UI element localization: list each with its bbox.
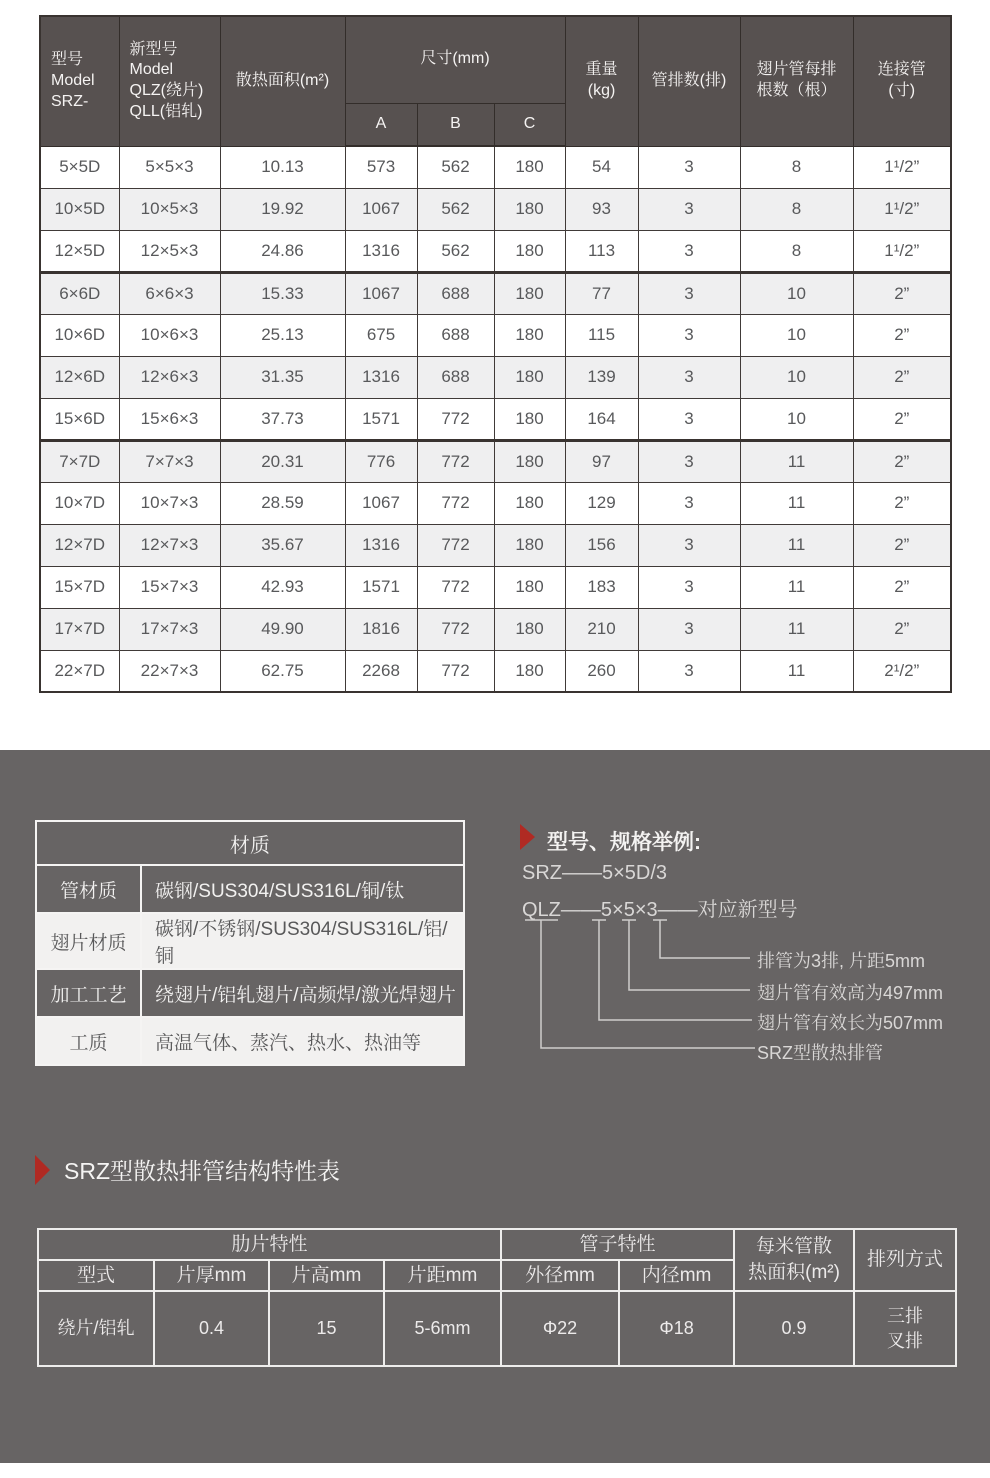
spec-table-cell: 15.33 bbox=[220, 272, 345, 314]
spec-table-row bbox=[40, 272, 951, 314]
spec-table-cell: 2¹/2” bbox=[853, 650, 951, 692]
example-section-title: 型号、规格举例: bbox=[547, 831, 701, 854]
spec-table-cell: 7×7×3 bbox=[119, 440, 220, 482]
spec-table-cell: 22×7×3 bbox=[119, 650, 220, 692]
spec-table-cell: 688 bbox=[417, 272, 494, 314]
spec-table-cell: 7×7D bbox=[40, 440, 119, 482]
spec-table-cell: 15×6×3 bbox=[119, 398, 220, 440]
spec-table-cell: 183 bbox=[565, 566, 638, 608]
spec-table-cell: 3 bbox=[638, 650, 740, 692]
spec-table-cell: 11 bbox=[740, 440, 853, 482]
spec-table-cell: 3 bbox=[638, 146, 740, 188]
col-header-connection bbox=[853, 16, 951, 146]
spec-table-cell: 1067 bbox=[345, 482, 417, 524]
spec-table-cell: 15×7D bbox=[40, 566, 119, 608]
spec-table-cell: 17×7×3 bbox=[119, 608, 220, 650]
spec-table-cell: 11 bbox=[740, 608, 853, 650]
sub-header-type: 型式 bbox=[38, 1260, 154, 1291]
feature-table bbox=[37, 1228, 957, 1367]
col-header-weight-line: 重量 bbox=[585, 61, 618, 79]
spec-table-cell: 164 bbox=[565, 398, 638, 440]
sub-header-fin-thickness: 片厚mm bbox=[154, 1260, 269, 1291]
spec-table-cell: 10 bbox=[740, 272, 853, 314]
spec-table-cell: 19.92 bbox=[220, 188, 345, 230]
spec-table-cell: 2” bbox=[853, 524, 951, 566]
spec-table-cell: 772 bbox=[417, 524, 494, 566]
spec-table-cell: 31.35 bbox=[220, 356, 345, 398]
spec-table-cell: 139 bbox=[565, 356, 638, 398]
spec-table-cell: 93 bbox=[565, 188, 638, 230]
spec-table-cell: 10×5×3 bbox=[119, 188, 220, 230]
spec-table-cell: 12×5D bbox=[40, 230, 119, 272]
spec-table-cell: 772 bbox=[417, 608, 494, 650]
col-header-new-model-line: Model bbox=[129, 61, 174, 79]
spec-table-row bbox=[40, 482, 951, 524]
col-header-fin-line: 根数（根） bbox=[756, 82, 837, 100]
col-header-new-model-line: 新型号 bbox=[129, 40, 178, 58]
spec-table-cell: 180 bbox=[494, 188, 565, 230]
spec-table-cell: 180 bbox=[494, 650, 565, 692]
spec-table-row bbox=[40, 440, 951, 482]
feature-table-title-row bbox=[35, 1153, 340, 1186]
spec-table-cell: 12×7D bbox=[40, 524, 119, 566]
group-header-area-line: 每米管散 bbox=[756, 1236, 833, 1258]
group-header-fin-features: 肋片特性 bbox=[38, 1229, 501, 1260]
col-header-new-model bbox=[119, 16, 220, 146]
spec-table-cell: 129 bbox=[565, 482, 638, 524]
col-header-connection-line: 连接管 bbox=[877, 61, 926, 79]
spec-table-cell: 2” bbox=[853, 608, 951, 650]
spec-table-cell: 675 bbox=[345, 314, 417, 356]
feature-table-title: SRZ型散热排管结构特性表 bbox=[64, 1158, 340, 1184]
material-row-label: 翅片材质 bbox=[36, 913, 141, 969]
material-table-row bbox=[36, 913, 464, 969]
spec-table-cell: 3 bbox=[638, 188, 740, 230]
cell-fin-pitch: 5-6mm bbox=[384, 1291, 501, 1366]
spec-table-cell: 12×7×3 bbox=[119, 524, 220, 566]
spec-table-cell: 62.75 bbox=[220, 650, 345, 692]
spec-table-cell: 10 bbox=[740, 314, 853, 356]
spec-table-cell: 3 bbox=[638, 230, 740, 272]
spec-table-cell: 1316 bbox=[345, 230, 417, 272]
spec-table-cell: 1571 bbox=[345, 566, 417, 608]
col-header-tube-rows: 管排数(排) bbox=[638, 16, 740, 146]
spec-table-cell: 2” bbox=[853, 272, 951, 314]
spec-table-row bbox=[40, 314, 951, 356]
group-header-area-line: 热面积(m²) bbox=[748, 1262, 840, 1283]
spec-table-body bbox=[40, 146, 951, 692]
spec-table-cell: 5×5×3 bbox=[119, 146, 220, 188]
spec-table-cell: 562 bbox=[417, 230, 494, 272]
spec-table-cell: 11 bbox=[740, 482, 853, 524]
spec-table-cell: 180 bbox=[494, 272, 565, 314]
spec-table-cell: 1067 bbox=[345, 188, 417, 230]
spec-table-cell: 10×7D bbox=[40, 482, 119, 524]
spec-table-cell: 1067 bbox=[345, 272, 417, 314]
spec-table-cell: 12×5×3 bbox=[119, 230, 220, 272]
spec-table-cell: 2268 bbox=[345, 650, 417, 692]
material-row-label: 加工工艺 bbox=[36, 969, 141, 1017]
spec-table-cell: 2” bbox=[853, 398, 951, 440]
col-header-size-c: C bbox=[494, 103, 565, 146]
spec-table-cell: 180 bbox=[494, 398, 565, 440]
spec-table-row bbox=[40, 608, 951, 650]
material-row-value: 碳钢/SUS304/SUS316L/铜/钛 bbox=[141, 865, 464, 913]
col-header-size-a: A bbox=[345, 103, 417, 146]
spec-table-row bbox=[40, 230, 951, 272]
material-row-label: 管材质 bbox=[36, 865, 141, 913]
cell-outer-dia: Φ22 bbox=[501, 1291, 619, 1366]
spec-table-cell: 562 bbox=[417, 146, 494, 188]
col-header-model-line: 型号 bbox=[51, 51, 84, 69]
spec-table-cell: 28.59 bbox=[220, 482, 345, 524]
callout-connector-lines bbox=[515, 815, 985, 1075]
spec-table-cell: 2” bbox=[853, 356, 951, 398]
material-row-value: 绕翅片/铝轧翅片/高频焊/激光焊翅片 bbox=[141, 969, 464, 1017]
spec-table-cell: 1316 bbox=[345, 524, 417, 566]
col-header-fin-line: 翅片管每排 bbox=[756, 61, 837, 79]
col-header-new-model-line: QLL(铝轧) bbox=[129, 103, 203, 121]
material-table-row bbox=[36, 865, 464, 913]
model-spec-example-section bbox=[515, 815, 985, 1075]
cell-fin-height: 15 bbox=[269, 1291, 384, 1366]
callout-tube-rows: 排管为3排, 片距5mm bbox=[757, 951, 926, 971]
spec-table-cell: 22×7D bbox=[40, 650, 119, 692]
spec-table-row bbox=[40, 398, 951, 440]
spec-table-cell: 11 bbox=[740, 524, 853, 566]
spec-table bbox=[39, 15, 952, 693]
spec-table-cell: 3 bbox=[638, 524, 740, 566]
group-header-arrangement: 排列方式 bbox=[854, 1229, 956, 1291]
spec-table-cell: 2” bbox=[853, 482, 951, 524]
spec-table-cell: 6×6D bbox=[40, 272, 119, 314]
spec-table-cell: 772 bbox=[417, 650, 494, 692]
spec-table-cell: 573 bbox=[345, 146, 417, 188]
spec-table-cell: 180 bbox=[494, 608, 565, 650]
material-table-row bbox=[36, 1017, 464, 1065]
spec-table-cell: 772 bbox=[417, 566, 494, 608]
material-row-value: 高温气体、蒸汽、热水、热油等 bbox=[141, 1017, 464, 1065]
spec-table-cell: 156 bbox=[565, 524, 638, 566]
group-header-tube-features: 管子特性 bbox=[501, 1229, 734, 1260]
spec-table-cell: 3 bbox=[638, 566, 740, 608]
spec-table-cell: 688 bbox=[417, 356, 494, 398]
col-header-weight-line: (kg) bbox=[587, 82, 616, 100]
col-header-size-b: B bbox=[417, 103, 494, 146]
spec-table-cell: 3 bbox=[638, 440, 740, 482]
spec-table-cell: 772 bbox=[417, 398, 494, 440]
spec-table-cell: 3 bbox=[638, 608, 740, 650]
spec-table-cell: 10 bbox=[740, 398, 853, 440]
callout-srz-type: SRZ型散热排管 bbox=[757, 1043, 883, 1063]
red-triangle-icon bbox=[35, 1155, 50, 1185]
cell-arrangement-line: 叉排 bbox=[887, 1330, 924, 1351]
spec-table-cell: 10×5D bbox=[40, 188, 119, 230]
spec-table-row bbox=[40, 188, 951, 230]
sub-header-fin-pitch: 片距mm bbox=[384, 1260, 501, 1291]
material-table-title: 材质 bbox=[36, 821, 464, 865]
spec-table-cell: 10 bbox=[740, 356, 853, 398]
cell-arrangement-line: 三排 bbox=[887, 1306, 924, 1327]
cell-inner-dia: Φ18 bbox=[619, 1291, 734, 1366]
spec-table-cell: 35.67 bbox=[220, 524, 345, 566]
spec-table-cell: 2” bbox=[853, 566, 951, 608]
spec-table-cell: 17×7D bbox=[40, 608, 119, 650]
spec-table-cell: 210 bbox=[565, 608, 638, 650]
col-header-size: 尺寸(mm) bbox=[345, 16, 565, 103]
spec-table-cell: 3 bbox=[638, 314, 740, 356]
spec-table-cell: 8 bbox=[740, 146, 853, 188]
spec-table-cell: 180 bbox=[494, 524, 565, 566]
cell-fin-thickness: 0.4 bbox=[154, 1291, 269, 1366]
spec-table-cell: 10×7×3 bbox=[119, 482, 220, 524]
spec-table-cell: 15×6D bbox=[40, 398, 119, 440]
spec-table-cell: 10×6D bbox=[40, 314, 119, 356]
col-header-connection-line: (寸) bbox=[888, 82, 916, 100]
spec-table-cell: 5×5D bbox=[40, 146, 119, 188]
spec-table-cell: 180 bbox=[494, 566, 565, 608]
spec-table-header bbox=[40, 16, 951, 146]
spec-table-cell: 10.13 bbox=[220, 146, 345, 188]
spec-table-cell: 25.13 bbox=[220, 314, 345, 356]
spec-table-cell: 24.86 bbox=[220, 230, 345, 272]
spec-table-cell: 54 bbox=[565, 146, 638, 188]
spec-table-cell: 180 bbox=[494, 482, 565, 524]
cell-arrangement bbox=[854, 1291, 956, 1366]
spec-table-cell: 37.73 bbox=[220, 398, 345, 440]
callout-fin-height: 翅片管有效高为497mm bbox=[757, 983, 944, 1003]
material-table bbox=[35, 820, 465, 1066]
spec-table-cell: 10×6×3 bbox=[119, 314, 220, 356]
spec-table-cell: 1¹/2” bbox=[853, 188, 951, 230]
col-header-model-line: Model bbox=[51, 71, 95, 89]
spec-table-cell: 180 bbox=[494, 146, 565, 188]
spec-table-cell: 180 bbox=[494, 314, 565, 356]
sub-header-fin-height: 片高mm bbox=[269, 1260, 384, 1291]
spec-table-cell: 42.93 bbox=[220, 566, 345, 608]
col-header-fin-tubes bbox=[740, 16, 853, 146]
spec-table-cell: 6×6×3 bbox=[119, 272, 220, 314]
spec-table-cell: 20.31 bbox=[220, 440, 345, 482]
sub-header-outer-dia: 外径mm bbox=[501, 1260, 619, 1291]
col-header-weight bbox=[565, 16, 638, 146]
material-table-row bbox=[36, 969, 464, 1017]
spec-table-cell: 97 bbox=[565, 440, 638, 482]
spec-table-cell: 772 bbox=[417, 440, 494, 482]
spec-table-cell: 180 bbox=[494, 230, 565, 272]
cell-area-per-meter: 0.9 bbox=[734, 1291, 854, 1366]
col-header-new-model-line: QLZ(绕片) bbox=[129, 82, 204, 100]
col-header-model bbox=[40, 16, 119, 146]
spec-table-cell: 1571 bbox=[345, 398, 417, 440]
spec-table-row bbox=[40, 566, 951, 608]
spec-table-cell: 115 bbox=[565, 314, 638, 356]
spec-table-cell: 15×7×3 bbox=[119, 566, 220, 608]
spec-table-cell: 180 bbox=[494, 356, 565, 398]
spec-table-cell: 2” bbox=[853, 314, 951, 356]
material-table-body bbox=[36, 821, 464, 1065]
spec-table-cell: 772 bbox=[417, 482, 494, 524]
spec-table-row bbox=[40, 356, 951, 398]
spec-table-cell: 562 bbox=[417, 188, 494, 230]
spec-table-cell: 3 bbox=[638, 272, 740, 314]
spec-table-cell: 77 bbox=[565, 272, 638, 314]
spec-table-cell: 8 bbox=[740, 188, 853, 230]
spec-table-row bbox=[40, 650, 951, 692]
model-code-line-qlz: QLZ——5×5×3——对应新型号 bbox=[522, 899, 798, 921]
spec-table-cell: 3 bbox=[638, 356, 740, 398]
cell-type: 绕片/铝轧 bbox=[38, 1291, 154, 1366]
spec-table-cell: 113 bbox=[565, 230, 638, 272]
spec-table-cell: 8 bbox=[740, 230, 853, 272]
callout-fin-length: 翅片管有效长为507mm bbox=[757, 1013, 944, 1033]
model-code-line-srz: SRZ——5×5D/3 bbox=[522, 862, 668, 884]
spec-table-cell: 1¹/2” bbox=[853, 230, 951, 272]
spec-table-cell: 12×6D bbox=[40, 356, 119, 398]
spec-table-cell: 49.90 bbox=[220, 608, 345, 650]
col-header-area: 散热面积(m²) bbox=[220, 16, 345, 146]
spec-table-cell: 776 bbox=[345, 440, 417, 482]
material-row-value: 碳钢/不锈钢/SUS304/SUS316L/铝/铜 bbox=[141, 913, 464, 969]
spec-table-row bbox=[40, 146, 951, 188]
spec-table-cell: 2” bbox=[853, 440, 951, 482]
material-row-label: 工质 bbox=[36, 1017, 141, 1065]
spec-table-cell: 3 bbox=[638, 482, 740, 524]
spec-table-cell: 688 bbox=[417, 314, 494, 356]
group-header-area-per-meter bbox=[734, 1229, 854, 1291]
spec-table-cell: 12×6×3 bbox=[119, 356, 220, 398]
sub-header-inner-dia: 内径mm bbox=[619, 1260, 734, 1291]
spec-table-cell: 1816 bbox=[345, 608, 417, 650]
spec-table-cell: 3 bbox=[638, 398, 740, 440]
spec-table-cell: 260 bbox=[565, 650, 638, 692]
spec-table-cell: 1¹/2” bbox=[853, 146, 951, 188]
spec-table-cell: 11 bbox=[740, 650, 853, 692]
spec-table-row bbox=[40, 524, 951, 566]
spec-table-cell: 11 bbox=[740, 566, 853, 608]
spec-table-cell: 1316 bbox=[345, 356, 417, 398]
spec-table-cell: 180 bbox=[494, 440, 565, 482]
col-header-model-line: SRZ- bbox=[51, 92, 89, 110]
